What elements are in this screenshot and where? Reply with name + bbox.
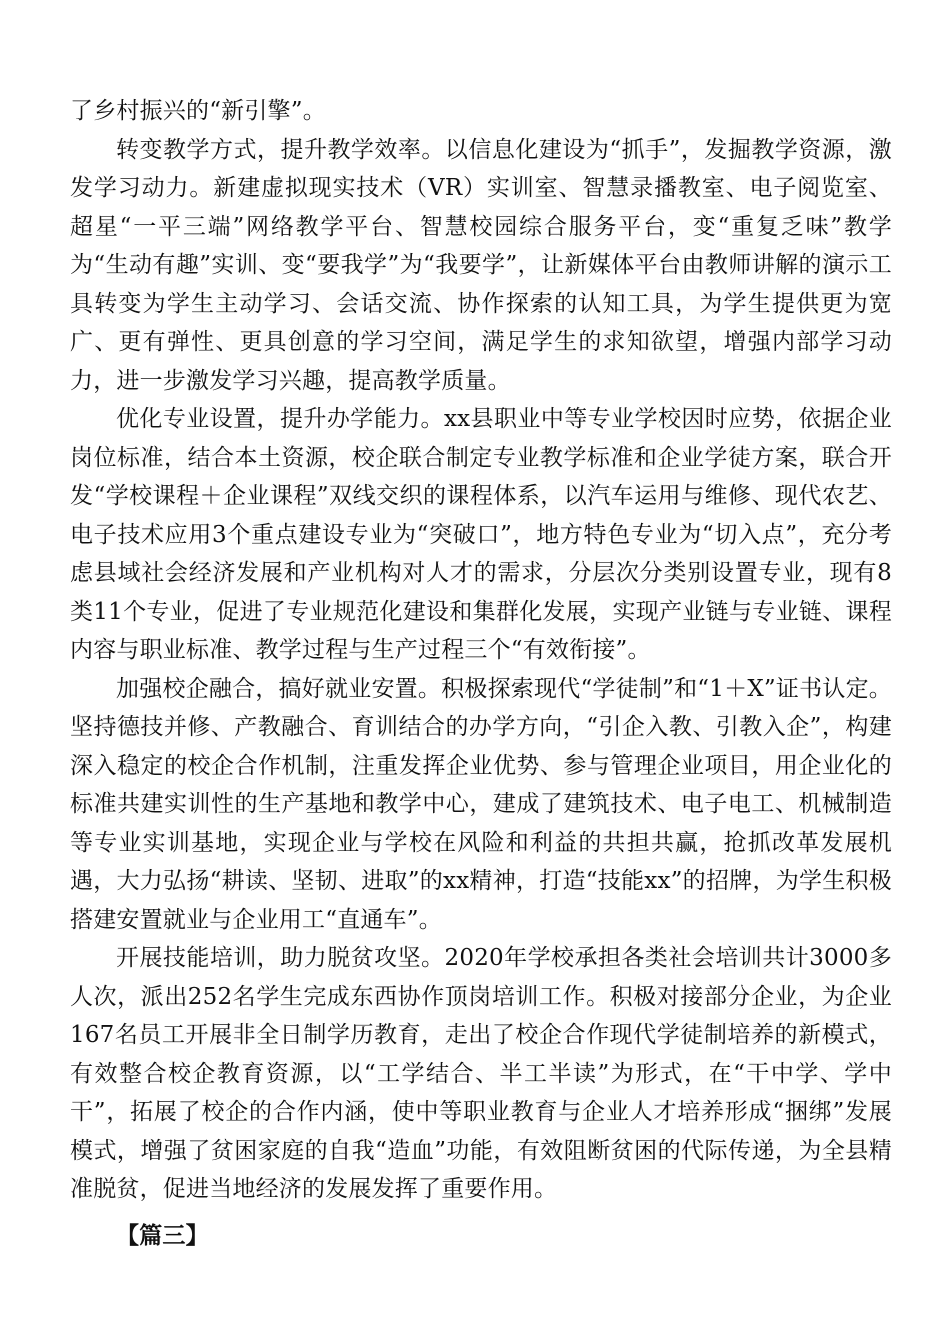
document-body [70, 92, 892, 1255]
paragraph-skills-training: 开展技能培训，助力脱贫攻坚。2020年学校承担各类社会培训共计3000多人次，派出252名学生完成东西协作顶岗培训工作。积极对接部分企业，为企业167名员工开展非全日制学历教育，走出了校企合作现代学徒制培养的新模式，有效整合校企教育资源，以“工学结合、半工半读”为形式，在“干中学、学中干”，拓展了校企的合作内涵，使中等职业教育与企业人才培养形成“捆绑”发展模式，增强了贫困家庭的自我“造血”功能，有效阻断贫困的代际传递，为全县精准脱贫，促进当地经济的发展发挥了重要作用。 [70, 945, 892, 1202]
paragraph-teaching-methods: 转变教学方式，提升教学效率。以信息化建设为“抓手”，发掘教学资源，激发学习动力。新建虚拟现实技术（VR）实训室、智慧录播教室、电子阅览室、超星“一平三端”网络教学平台、智慧校园综合服务平台，变“重复乏味”教学为“生动有趣”实训、变“要我学”为“我要学”，让新媒体平台由教师讲解的演示工具转变为学生主动学习、会话交流、协作探索的认知工具，为学生提供更为宽广、更有弹性、更具创意的学习空间，满足学生的求知欲望，增强内部学习动力，进一步激发学习兴趣，提高教学质量。 [70, 136, 892, 394]
paragraph-continuation: 了乡村振兴的“新引擎”。 [70, 98, 326, 124]
section-marker: 【篇三】 [116, 1222, 209, 1249]
paragraph-specialty-setup: 优化专业设置，提升办学能力。xx县职业中等专业学校因时应势，依据企业岗位标准，结合本土资源，校企联合制定专业教学标准和企业学徒方案，联合开发“学校课程＋企业课程”双线交织的课程体系，以汽车运用与维修、现代农艺、电子技术应用3个重点建设专业为“突破口”，地方特色专业为“切入点”，充分考虑县域社会经济发展和产业机构对人才的需求，分层次分类别设置专业，现有8类11个专业，促进了专业规范化建设和集群化发展，实现产业链与专业链、课程内容与职业标准、教学过程与生产过程三个“有效衔接”。 [70, 406, 892, 663]
paragraph-school-enterprise: 加强校企融合，搞好就业安置。积极探索现代“学徒制”和“1＋X”证书认定。坚持德技并修、产教融合、育训结合的办学方向，“引企入教、引教入企”，构建深入稳定的校企合作机制，注重发挥企业优势、参与管理企业项目，用企业化的标准共建实训性的生产基地和教学中心，建成了建筑技术、电子电工、机械制造等专业实训基地，实现企业与学校在风险和利益的共担共赢，抢抓改革发展机遇，大力弘扬“耕读、坚韧、进取”的xx精神，打造“技能xx”的招牌，为学生积极搭建安置就业与企业用工“直通车”。 [70, 675, 892, 933]
